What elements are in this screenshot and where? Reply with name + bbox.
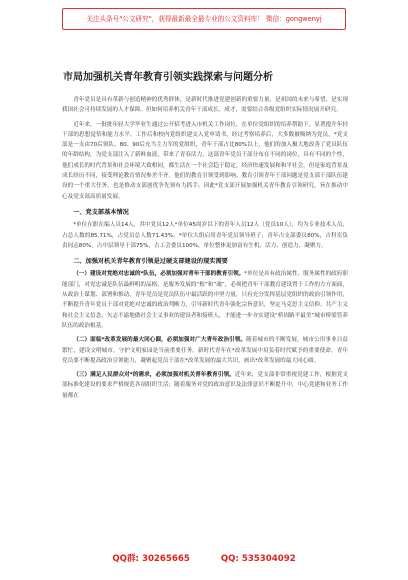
section-heading-1: 一、党支部基本情况 — [73, 208, 129, 216]
document-body — [62, 95, 348, 401]
promo-banner[interactable]: 关注头条号"公文研究"，获得最新最全最专业的公文资料库！ 微信：gongwenyj — [62, 8, 346, 30]
document-title: 市局加强机关青年教育引领实践探索与问题分析 — [63, 72, 273, 83]
subsection-3-body: 近年来，党支部非常重视党建工作，根据党支部标准化建设的要求严格规范各项组织生活；随着服务对党的政治意识及法律意识不断提升中，中心党建和业务工作量都在 — [62, 372, 348, 399]
subsection-1 — [62, 269, 348, 331]
subsection-1-body: *单位是具有政治属性、服务属性的政府职能部门，对党忠诚是队伍最鲜明的品格，是服务发展的“根”和“魂”，必须把青年干部教育建设置于工作的方方面面，从政治上谋划、部署和推动。青年党员是党员队伍中最活跃的中坚力量，只有充分发挥基层党组织的政治引领作用，不断提升青年党员干部对党绝对忠诚的政治判断力，引导新时代青年强化宗旨意识，坚定马克思主义信仰、共产主义和社会主义信念，矢志不渝地做社会主义事业的建设者和接班人，才能进一步夯实建设“桥固路平最美”城市桥梁管养队伍的政治根基。 — [62, 271, 348, 329]
subsection-2-body: 随着城市的不断发展，城市公用事业日益繁忙，建设文明城市，守护文明家园是当前重要任务。新时代青年在*改革发展中肩负着时代赋予的重要使命，青年党员要不断提高政治引领能力，凝聚起党员干部在*改革发展的最大共识，画出*改革发展的最大同心圆。 — [62, 337, 348, 364]
section-heading-2: 二、加强对机关青年教育引领是过硬支部建设的现实需要 — [73, 258, 228, 266]
qq-contact: QQ: 535304092 — [220, 554, 296, 564]
section-1-body: *单位在职在编人员14人，其中党员12人*单位45周岁以下的青年人员12人（党员10人），均为专业技术人员，占总人数的85.71%，占党员总人数71.43%。*单位大组启用青年党员领导班子，青年占支部委员80%，占科室负责同志80%，占中层领导干部75%，占工会委员100%，单位整体更加富有生机、活力、创造力、凝聚力。 — [62, 222, 348, 249]
qq-group: QQ群: 30265665 — [112, 554, 190, 564]
subsection-2-title: （二）面临*改革发展的最大同心圆，必须加强对广大青年政治引领。 — [73, 337, 247, 344]
subsection-3 — [62, 370, 348, 401]
intro-paragraph: 青年党员是具有革新与创造精神的优秀群体，是新时代推进党建创新的重要力量，是祖国的未来与希望，是实现我国社会可持续发展的人才保障。但如何培养机关青年干部成长、成才，需要结合各级党组织实际情况展开研究。 — [62, 97, 348, 114]
background-paragraph: 近年来，一批批年轻大学毕业生通过公开招考进入市机关工作岗位，在单位党组织的培养帮助下，显著提升年轻干部的思想觉悟和能力水平。工作后和校内党组织建交入党申请书，经过考察培养后，大多数被吸纳为党员。*党支部是一支由70后领队、80、90后充当主力军的党组织，青年干部占比80%以上，他们的加入极大地改善了党员队伍的年龄结构，为党支部注入了新鲜血液，带来了青春活力。这部青年党员干部分布在不同的岗位，具有不同的个性，他们成长的时代背景和社会环境大致相同，都生活在一个社会趋于稳定，经济快速发展和和平社会。但是家庭背景及成长经历不同，接受理论教育情况参差不齐。他们的教育引领受到影响。教育引领青年干部问题是党支部干部队伍建设的一个重大任务，也是推动支部创优争先领有力抓手。因此*党支部开展加强机关青年教育引领研究，旨在推动中心及党支部高质量发展。 — [62, 121, 348, 200]
subsection-1-title: （一）建设对党绝对忠诚的*队伍，必须加强对青年干部的教育引领。 — [73, 271, 245, 278]
subsection-2 — [62, 335, 348, 366]
contact-footer — [0, 552, 408, 564]
subsection-3-title: （三）满足人民群众对*的需求，必须加强对机关青年教育引领。 — [73, 372, 235, 379]
